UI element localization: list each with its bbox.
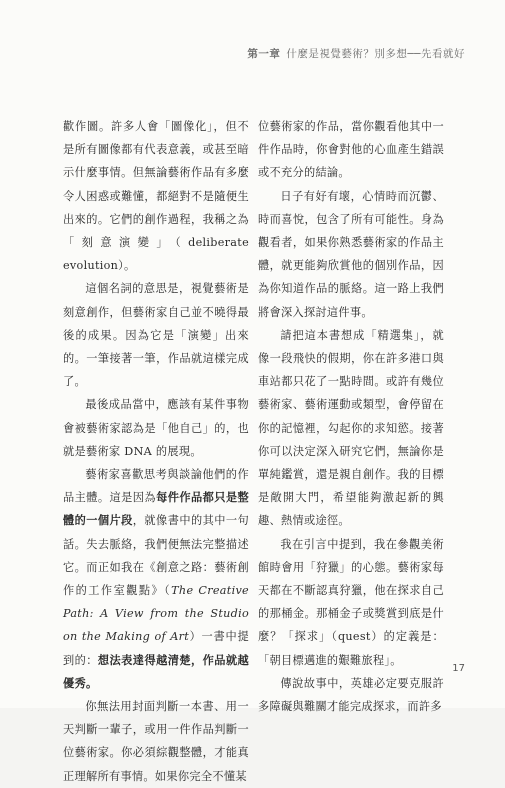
left-column bbox=[63, 115, 249, 788]
paragraph: 最後成品當中，應該有某件事物會被藝術家認為是「他自己」的，也就是藝術家 DNA 的展現。 bbox=[63, 398, 249, 458]
paragraph: 我在引言中提到，我在參觀美術館時會用「狩獵」的心態。藝術家每天都在不斷認真狩獵，他在探求自己的那桶金。那桶金子或獎賞到底是什麼？「探求」（quest）的定義是：「朝目標邁進的艱難旅程」。 bbox=[258, 537, 444, 667]
chapter-title: 什麼是視覺藝術？別多想──先看就好 bbox=[286, 48, 465, 60]
text-run: 藝術家喜歡思考與談論他們的作品主體。這是因為 bbox=[63, 468, 249, 505]
paragraph bbox=[63, 463, 249, 695]
bold-text: 想法表達得越清楚，作品就越優秀。 bbox=[63, 652, 249, 690]
paragraph: 歡作圖。許多人會「圖像化」，但不是所有圖像都有代表意義，或甚至暗示什麼事情。但無論藝術作品有多麼令人困惑或難懂，都絕對不是隨便生出來的。它們的創作過程，我稱之為「刻意演變」（deliberate evolution）。 bbox=[63, 120, 249, 273]
right-column bbox=[258, 115, 444, 718]
page-number: 17 bbox=[452, 663, 465, 674]
paragraph: 你無法用封面判斷一本書、用一天判斷一輩子，或用一件作品判斷一位藝術家。你必須綜觀整體，才能真正理解所有事情。如果你完全不懂某 bbox=[63, 700, 249, 783]
book-title-italic: The Creative Path: A View from the Studio on the Making of Art bbox=[63, 584, 249, 644]
paragraph: 傳說故事中，英雄必定要克服許多障礙與難關才能完成探求，而許多 bbox=[258, 676, 444, 714]
paragraph: 這個名詞的意思是，視覺藝術是刻意創作，但藝術家自己並不曉得最後的成果。因為它是「演變」出來的。一筆接著一筆，作品就這樣完成了。 bbox=[63, 282, 249, 389]
bold-text: 每件作品都只是整體的一個片段 bbox=[63, 490, 249, 528]
paragraph: 位藝術家的作品，當你觀看他其中一件作品時，你會對他的心血產生錯誤或不充分的結論。 bbox=[258, 120, 444, 180]
chapter-label: 第一章 bbox=[247, 48, 281, 60]
paragraph: 請把這本書想成「精選集」，就像一段飛快的假期，你在許多港口與車站都只花了一點時間。或許有幾位藝術家、藝術運動或類型，會停留在你的記憶裡，勾起你的求知慾。接著你可以決定深入研究它們，無論你是單純鑑賞，還是親自創作。我的目標是敞開大門，希望能夠激起新的興趣、熱情或途徑。 bbox=[258, 328, 444, 528]
running-header bbox=[247, 46, 465, 61]
text-run: ，就像書中的其中一句話。失去脈絡，我們便無法完整描述它。而正如我在《創意之路：藝術創作的工作室觀點》（ bbox=[63, 514, 249, 598]
paragraph: 日子有好有壞，心情時而沉鬱、時而喜悅，包含了所有可能性。身為觀看者，如果你熟悉藝術家的作品主體，就更能夠欣賞他的個別作品，因為你知道作品的脈絡。這一路上我們將會深入探討這件事。 bbox=[258, 189, 444, 319]
text-run: ）一書中提到的： bbox=[63, 630, 249, 667]
